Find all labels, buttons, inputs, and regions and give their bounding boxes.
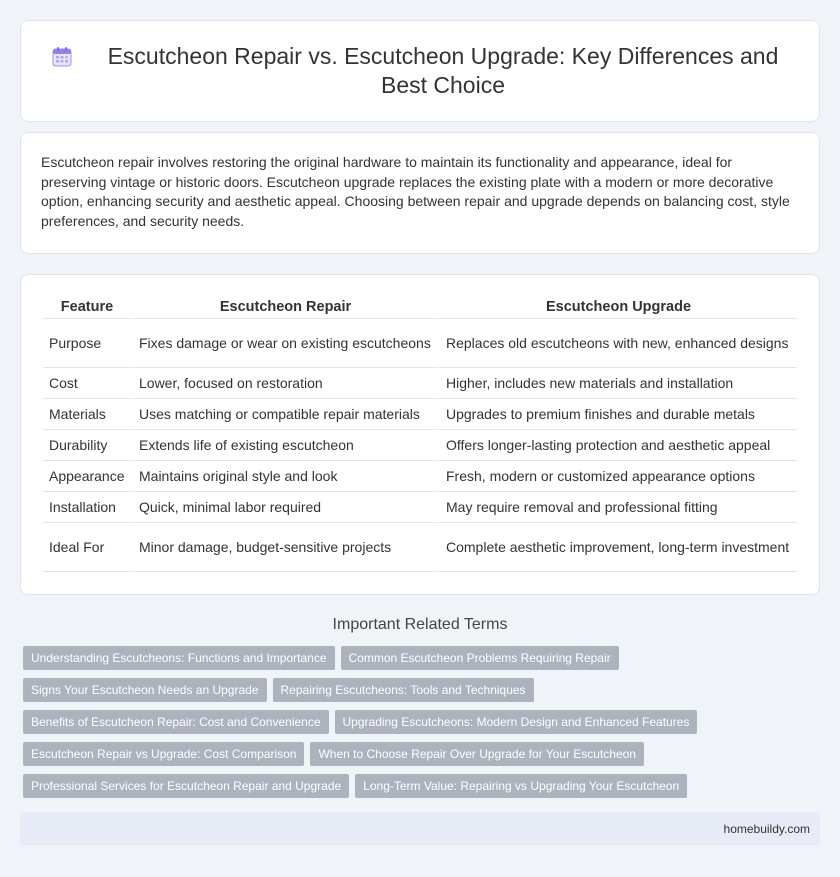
- table-row: [43, 461, 797, 492]
- related-term-tag[interactable]: Upgrading Escutcheons: Modern Design and Enhanced Features: [335, 710, 698, 734]
- related-term-tag[interactable]: Signs Your Escutcheon Needs an Upgrade: [23, 678, 267, 702]
- feature-cell: Cost: [43, 368, 131, 399]
- related-term-tag[interactable]: Common Escutcheon Problems Requiring Repair: [341, 646, 619, 670]
- repair-cell: Fixes damage or wear on existing escutcheons: [131, 319, 438, 368]
- related-term-tag[interactable]: When to Choose Repair Over Upgrade for Your Escutcheon: [310, 742, 644, 766]
- related-term-tag[interactable]: Professional Services for Escutcheon Repair and Upgrade: [23, 774, 349, 798]
- column-header-upgrade: Escutcheon Upgrade: [438, 295, 797, 319]
- feature-cell: Ideal For: [43, 523, 131, 572]
- table-row: [43, 523, 797, 572]
- repair-cell: Extends life of existing escutcheon: [131, 430, 438, 461]
- table-header-row: [43, 295, 797, 319]
- related-term-tag[interactable]: Understanding Escutcheons: Functions and Importance: [23, 646, 335, 670]
- summary-card: [20, 132, 820, 254]
- feature-cell: Purpose: [43, 319, 131, 368]
- comparison-table: [43, 295, 797, 572]
- footer: [20, 812, 820, 845]
- upgrade-cell: Upgrades to premium finishes and durable metals: [438, 399, 797, 430]
- summary-text: Escutcheon repair involves restoring the original hardware to maintain its functionality and appearance, ideal for preserving vintage or historic doors. Escutcheon upgrade replaces the existing plate with a modern or more decorative option, enhancing security and aesthetic appeal. Choosing between repair and upgrade depends on balancing cost, style preferences, and security needs.: [41, 154, 790, 229]
- related-terms-tags: [23, 646, 723, 806]
- table-row: [43, 368, 797, 399]
- feature-cell: Materials: [43, 399, 131, 430]
- comparison-table-card: [20, 274, 820, 595]
- related-term-tag[interactable]: Long-Term Value: Repairing vs Upgrading Your Escutcheon: [355, 774, 687, 798]
- related-term-tag[interactable]: Benefits of Escutcheon Repair: Cost and Convenience: [23, 710, 329, 734]
- repair-cell: Quick, minimal labor required: [131, 492, 438, 523]
- feature-cell: Appearance: [43, 461, 131, 492]
- title-card: [20, 20, 820, 122]
- upgrade-cell: Fresh, modern or customized appearance options: [438, 461, 797, 492]
- footer-site-link[interactable]: homebuildy.com: [723, 821, 810, 836]
- table-row: [43, 319, 797, 368]
- feature-cell: Durability: [43, 430, 131, 461]
- page-title: Escutcheon Repair vs. Escutcheon Upgrade: Key Differences and Best Choice: [107, 43, 779, 98]
- table-row: [43, 492, 797, 523]
- title-wrap: [51, 42, 789, 100]
- feature-cell: Installation: [43, 492, 131, 523]
- table-row: [43, 399, 797, 430]
- column-header-repair: Escutcheon Repair: [131, 295, 438, 319]
- upgrade-cell: Offers longer-lasting protection and aesthetic appeal: [438, 430, 797, 461]
- repair-cell: Maintains original style and look: [131, 461, 438, 492]
- upgrade-cell: Complete aesthetic improvement, long-term investment: [438, 523, 797, 572]
- repair-cell: Uses matching or compatible repair materials: [131, 399, 438, 430]
- upgrade-cell: Replaces old escutcheons with new, enhanced designs: [438, 319, 797, 368]
- calendar-icon: [51, 46, 73, 68]
- related-term-tag[interactable]: Escutcheon Repair vs Upgrade: Cost Comparison: [23, 742, 304, 766]
- related-terms-title: Important Related Terms: [332, 616, 508, 633]
- table-row: [43, 430, 797, 461]
- upgrade-cell: May require removal and professional fitting: [438, 492, 797, 523]
- repair-cell: Lower, focused on restoration: [131, 368, 438, 399]
- repair-cell: Minor damage, budget-sensitive projects: [131, 523, 438, 572]
- related-term-tag[interactable]: Repairing Escutcheons: Tools and Techniques: [273, 678, 534, 702]
- column-header-feature: Feature: [43, 295, 131, 319]
- upgrade-cell: Higher, includes new materials and installation: [438, 368, 797, 399]
